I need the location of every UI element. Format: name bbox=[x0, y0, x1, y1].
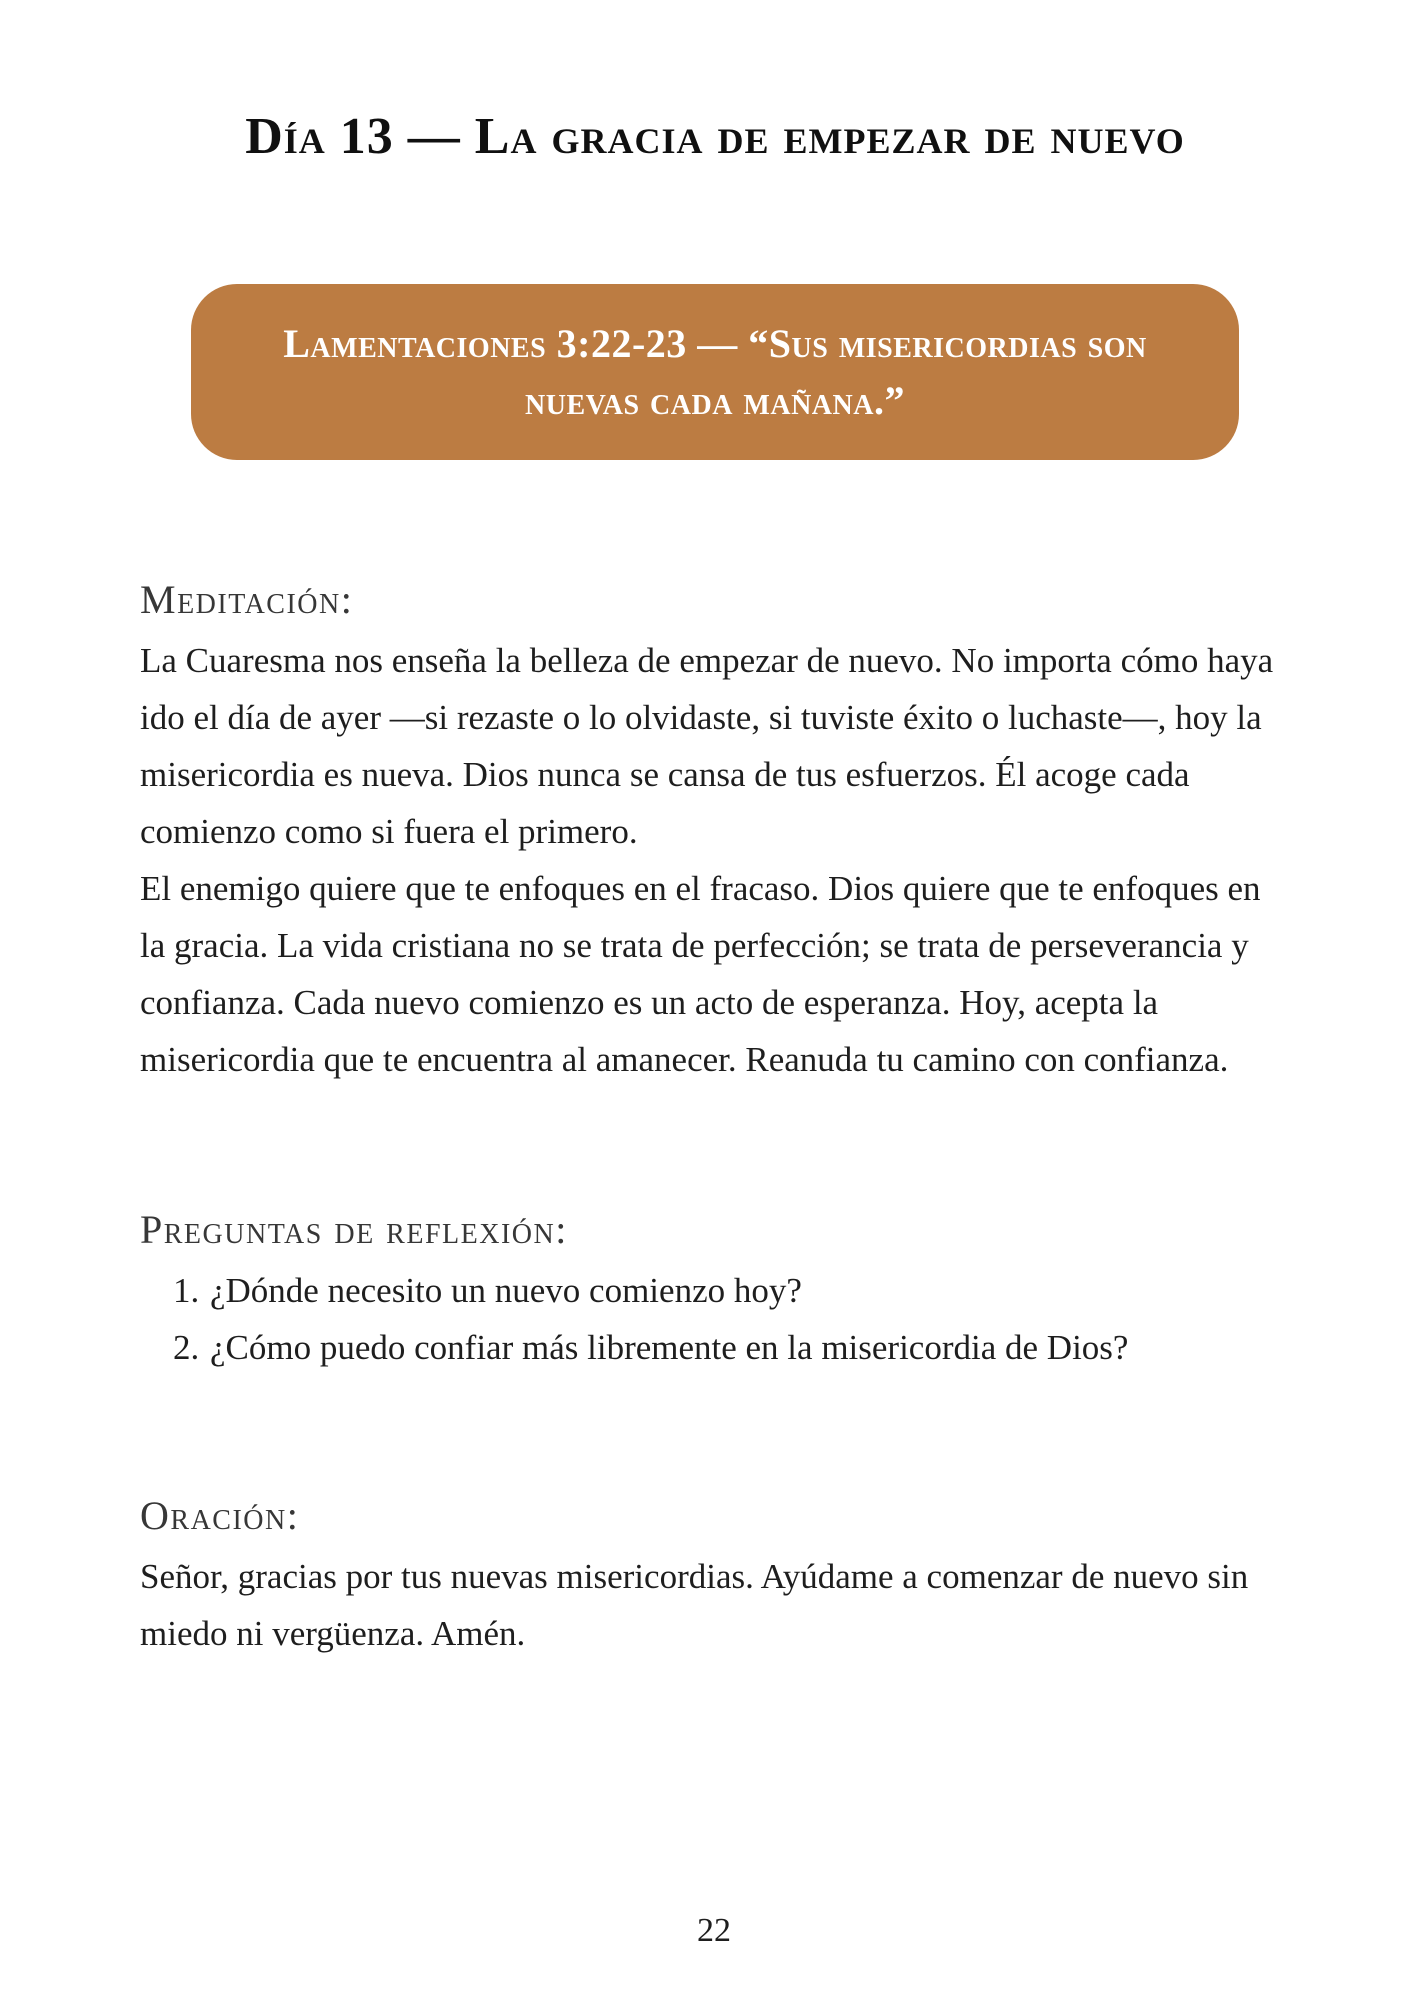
page-number: 22 bbox=[697, 1912, 731, 1949]
meditation-body bbox=[140, 632, 1290, 1088]
reflection-heading: Preguntas de reflexión: bbox=[140, 1207, 568, 1253]
prayer-body bbox=[140, 1548, 1290, 1662]
meditation-paragraph: El enemigo quiere que te enfoques en el fracaso. Dios quiere que te enfoques en la gracia. La vida cristiana no se trata de perfección; se trata de perseverancia y confianza. Cada nuevo comienzo es un acto de esperanza. Hoy, acepta la misericordia que te encuentra al amanecer. Reanuda tu camino con confianza. bbox=[140, 869, 1261, 1080]
reflection-question: 2. ¿Cómo puedo confiar más libremente en la misericordia de Dios? bbox=[208, 1319, 1290, 1376]
prayer-text: Señor, gracias por tus nuevas misericordias. Ayúdame a comenzar de nuevo sin miedo ni vergüenza. Amén. bbox=[140, 1557, 1249, 1654]
meditation-paragraph: La Cuaresma nos enseña la belleza de empezar de nuevo. No importa cómo haya ido el día de ayer —si rezaste o lo olvidaste, si tuviste éxito o luchaste—, hoy la misericordia es nueva. Dios nunca se cansa de tus esfuerzos. Él acoge cada comienzo como si fuera el primero. bbox=[140, 641, 1274, 852]
prayer-section bbox=[140, 1492, 1290, 1662]
meditation-section bbox=[140, 576, 1290, 1088]
prayer-heading: Oración: bbox=[140, 1493, 300, 1539]
reflection-question-list bbox=[140, 1262, 1290, 1376]
reflection-section bbox=[140, 1206, 1290, 1376]
page-title: Día 13 — La gracia de empezar de nuevo bbox=[245, 108, 1185, 165]
meditation-heading: Meditación: bbox=[140, 577, 354, 623]
scripture-banner bbox=[191, 284, 1239, 460]
scripture-text: Lamentaciones 3:22-23 — “Sus misericordias son nuevas cada mañana.” bbox=[283, 321, 1147, 424]
reflection-question: 1. ¿Dónde necesito un nuevo comienzo hoy? bbox=[208, 1262, 1290, 1319]
